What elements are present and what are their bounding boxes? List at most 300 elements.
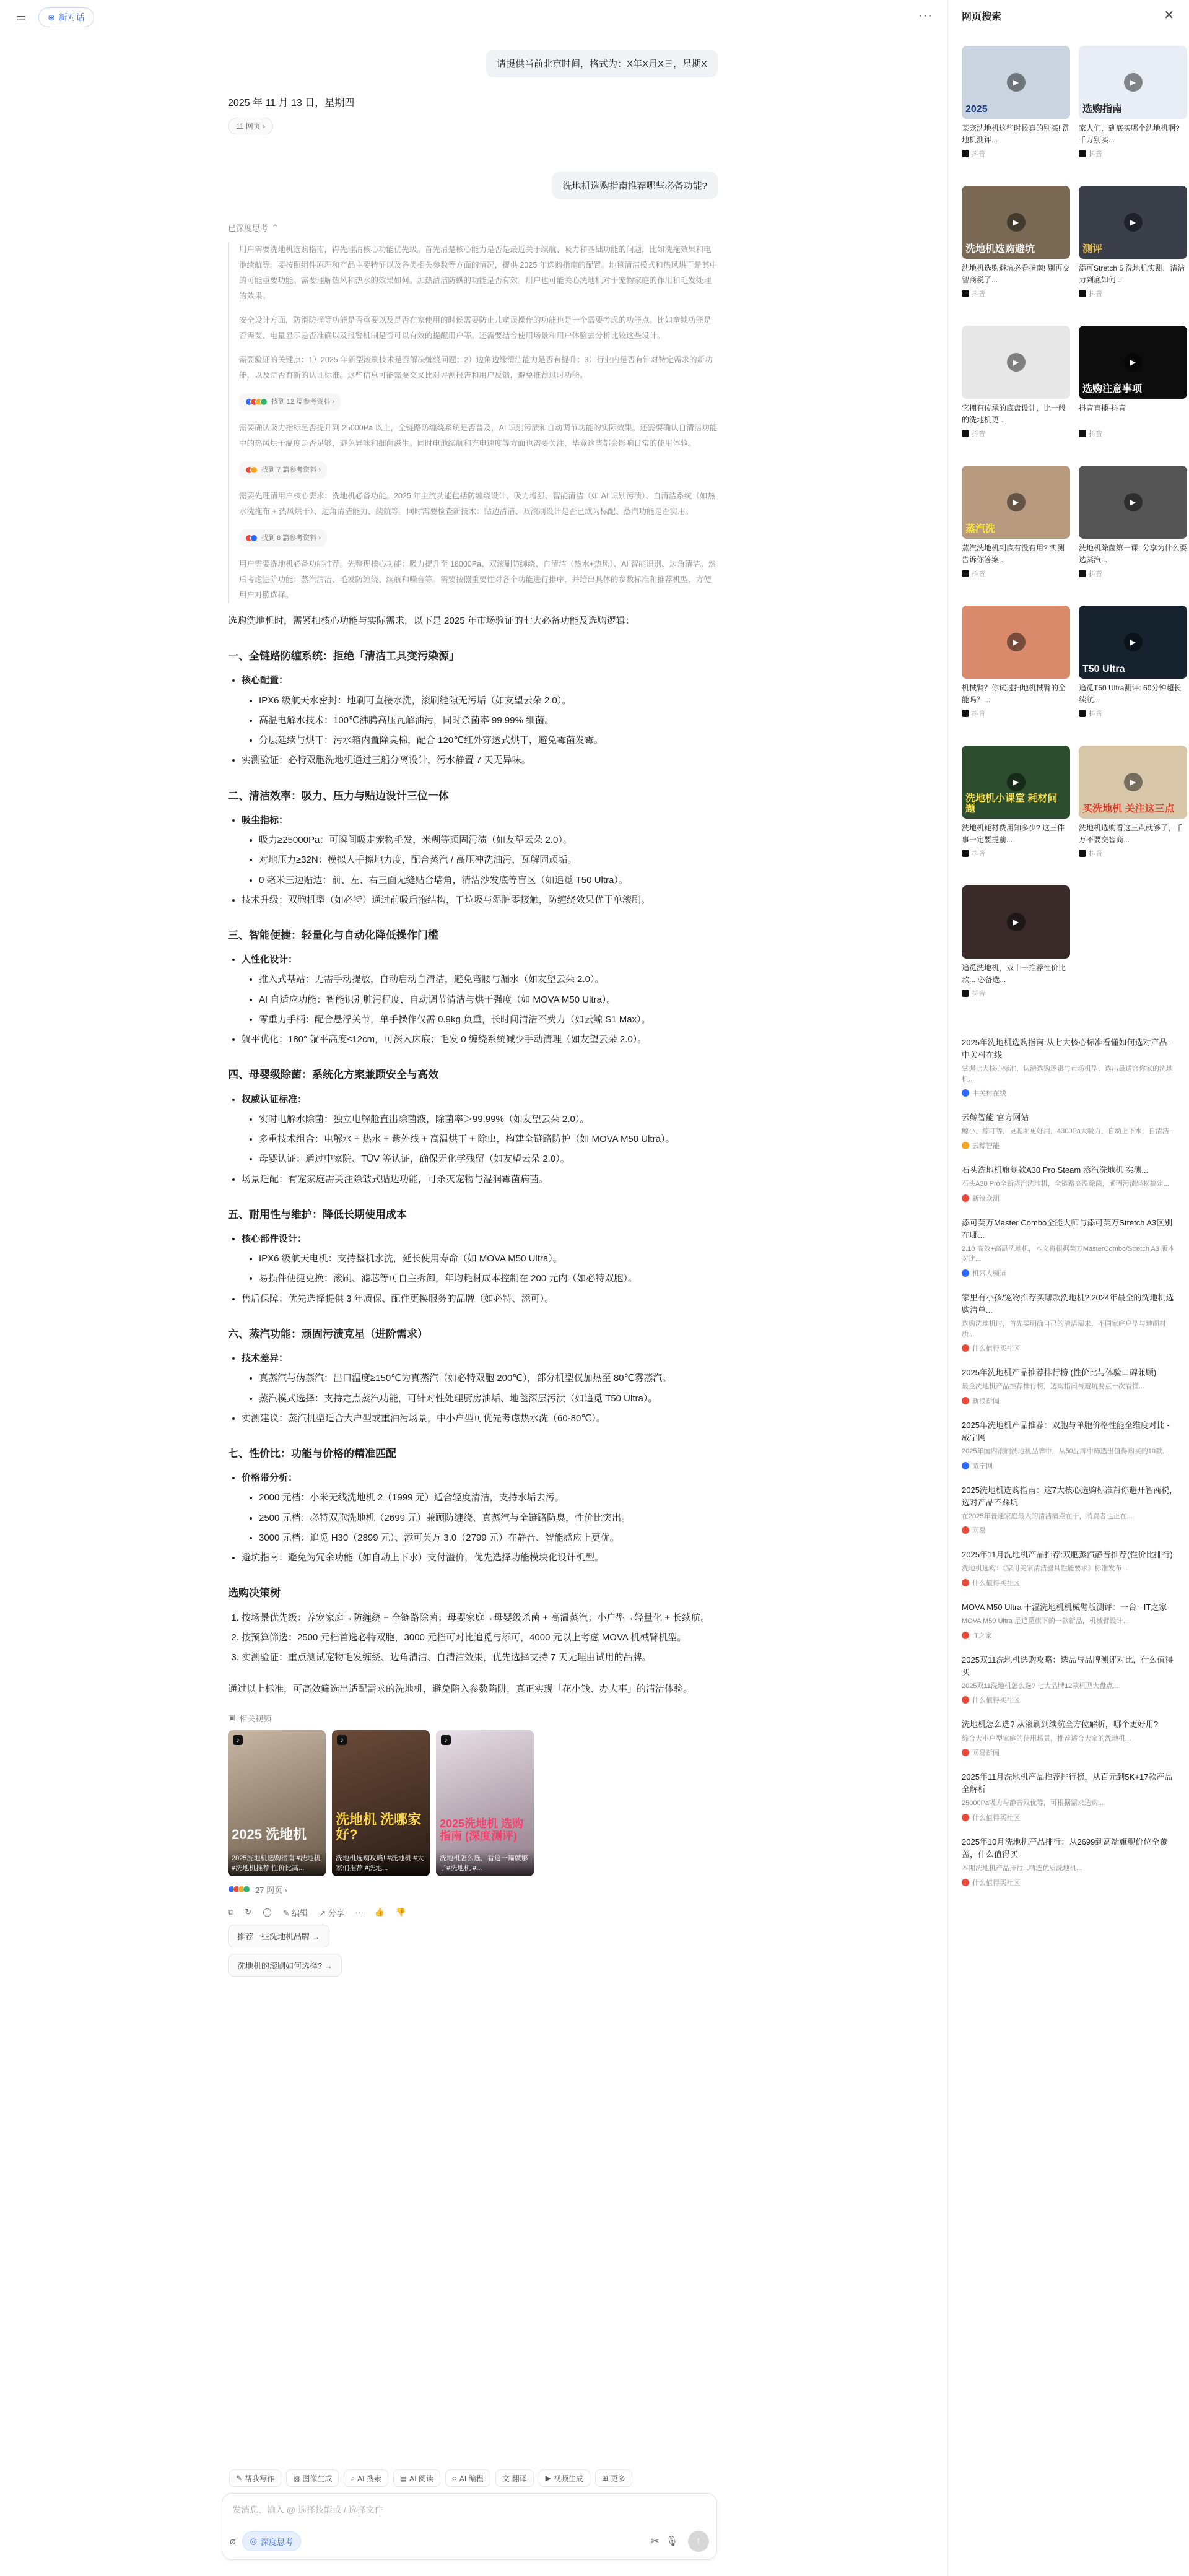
list-item: • 易损件便捷更换：滚刷、滤芯等可自主拆卸，年均耗材成本控制在 200 元内（如必特双胞）。 [259,1269,718,1287]
more-icon[interactable]: ··· [355,1907,364,1917]
list-item: 1. 按场景优先级：养宠家庭→防缠绕 + 全链路除菌；母婴家庭→母婴级杀菌 + 高温蒸汽；小户型→轻量化 + 长续航。 [242,1609,718,1627]
web-result-item[interactable] [962,1484,1178,1536]
tool-more[interactable]: ⊞ 更多 [595,2469,632,2487]
web-result-snippet: 2025年国内滚刷洗地机品牌中，从50品牌中筛选出值得购买的10款... [962,1448,1169,1456]
tool-reading[interactable]: ▤ AI 阅读 [393,2469,440,2487]
web-result-source: 网易 [962,1525,1178,1535]
play-icon: ▶ [1007,213,1026,232]
list-item: • 推入式基站：无需手动提放，自动启动自清洁，避免弯腰与漏水（如友望云朵 2.0）。 [259,970,718,988]
video-thumbnail [962,46,1070,119]
douyin-icon: ♪ [233,1735,243,1745]
user-message: 洗地机选购指南推荐哪些必备功能? [552,172,718,199]
video-thumbnail [1079,186,1187,259]
video-title-overlay: 2025 洗地机 [232,1827,307,1843]
web-result-item[interactable] [962,1164,1178,1203]
source-favicons [228,1886,250,1893]
favicon-icon [962,1142,969,1149]
web-result-item[interactable] [962,1718,1178,1757]
share-icon: ↗ [319,1908,328,1918]
web-result-title: 2025年11月洗地机产品推荐排行榜，从百元到5K+17款产品全解析 [962,1772,1173,1795]
list-item: • IPX6 级航天电机：支持整机水洗，延长使用寿命（如 MOVA M50 Ultra）。 [259,1250,718,1268]
user-message: 请提供当前北京时间，格式为：X年X月X日，星期X [486,50,718,77]
web-result-snippet: 综合大小户型家庭的使用场景，推荐适合大家的洗地机... [962,1734,1131,1743]
web-result-source: 威宁网 [962,1461,1178,1471]
section-heading: 二、清洁效率：吸力、压力与贴边设计三位一体 [228,790,449,802]
image-icon: ▨ [293,2474,300,2482]
new-chat-button[interactable] [38,7,94,27]
list-item: • IPX6 级航天水密封：地刷可直接水洗，滚刷缝隙无污垢（如友望云朵 2.0）。 [259,692,718,710]
douyin-icon [1079,710,1086,717]
card-title: 添可Stretch 5 洗地机实测，清洁力到底如何... [1079,264,1185,284]
web-result-source: 什么值得买社区 [962,1878,1178,1887]
related-videos [228,1730,718,1876]
card-title: 机械臂？你试过扫地机械臂的全能吗？... [962,684,1066,704]
section-list [228,811,718,909]
web-result-item[interactable] [962,1217,1178,1278]
web-result-source: 机器人频道 [962,1268,1178,1278]
favicon-icon [962,1879,969,1886]
web-result-source: 什么值得买社区 [962,1578,1178,1588]
video-thumbnail [962,466,1070,539]
thumbnail-text: 洗地机选购避坑 [965,244,1035,255]
play-icon: ▶ [1124,213,1143,232]
web-result-source: 什么值得买社区 [962,1695,1178,1705]
list-item: • 实时电解水除菌：独立电解舱直出除菌液，除菌率＞99.99%（如友望云朵 2.0）。 [259,1110,718,1128]
edit-button[interactable]: ✎ 编辑 [282,1908,308,1918]
thinking-paragraph: 用户需要洗地机选购指南，得先理清核心功能优先级。首先清楚核心能力是否是最近关于续航、吸力和基础功能的问题，比如洗拖效果和电池续航等。要按照组件原理和产品主要特征以及各类相关参数等方面的情况，提供 2025 年选购指南的配置。地毯清洁模式和热风烘干是其中的可能重要功能。需要理解热风和热水的效果如何。加热清洁防螨的功能是否有效。用户也可能关心洗地机对于宠物家庭的作用和毛发处理的效果。 [239,245,718,300]
section-list [228,1230,718,1308]
mic-icon[interactable]: 🎙 [665,2536,678,2547]
thinking-label: 已深度思考 [228,224,269,233]
message-composer[interactable] [222,2493,717,2560]
video-thumbnail [1079,466,1187,539]
web-result-item[interactable] [962,1771,1178,1822]
web-search-panel [948,0,1189,2576]
tool-image[interactable]: ▨ 图像生成 [286,2469,339,2487]
douyin-icon [1079,150,1086,157]
code-icon: ‹› [451,2474,457,2482]
assistant-answer-date: 2025 年 11 月 13 日，星期四 [228,98,355,108]
list-item: • 售后保障：优先选择提供 3 年质保、配件更换服务的品牌（如必特、添可）。 [242,1290,718,1308]
send-button[interactable]: ↑ [688,2531,709,2552]
list-item: • 真蒸汽与伪蒸汽：出口温度≥150℃为真蒸汽（如必特双胞 200℃），部分机型仅加热至 80℃雾蒸汽。 [259,1369,718,1387]
deep-thinking-toggle[interactable]: ◎ 深度思考 [242,2531,301,2551]
list-item: • AI 自适应功能：智能识别脏污程度，自动调节清洁与烘干强度（如 MOVA M50 Ultra）。 [259,991,718,1009]
web-result-source: 云鲸智能 [962,1141,1178,1151]
new-chat-label: 新对话 [58,12,85,22]
favicon-icon [962,1397,969,1404]
web-result-snippet: 25000Pa吸力与静音双优等，可根据需求选购... [962,1799,1104,1808]
card-title: 洗地机选购避坑必看指南! 别再交智商税了... [962,264,1070,284]
tool-video[interactable]: ▶ 视频生成 [539,2469,590,2487]
web-result-source: 新浪众测 [962,1193,1178,1203]
tool-writing[interactable]: ✎ 帮我写作 [229,2469,281,2487]
web-result-snippet: 石头A30 Pro全新蒸汽洗地机，全链路高温除菌，顽固污渍轻松搞定... [962,1180,1169,1188]
reference-count: 找到 7 篇参考资料 › [261,466,321,474]
list-item: • 躺平优化：180° 躺平高度≤12cm，可深入床底；毛发 0 缠绕系统减少手动清理（如友望云朵 2.0）。 [242,1030,718,1048]
play-icon: ▶ [1007,773,1026,791]
list-item: • 权威认证标准： • 实时电解水除菌：独立电解舱直出除菌液，除菌率＞99.99%（如友望云朵 2.0）。 • 多重技术组合：电解水 + 热水 + 紫外线 + 高温烘干 + 除虫，构建全链路防护（如 MOVA M50 Ultra）。 • 母婴认证：通过中家院、TÜV 等认证，确保无化学残留（如友望云朵 2.0）。 [242,1090,718,1168]
card-source: 抖音 [962,149,1070,159]
close-icon[interactable]: ✕ [1164,9,1174,22]
card-title: 洗地机耗材费用知多少? 这三件事一定要提前... [962,824,1065,844]
favicon-icon [962,1632,969,1639]
grid-icon: ⊞ [601,2474,608,2482]
list-item: • 技术差异： • 真蒸汽与伪蒸汽：出口温度≥150℃为真蒸汽（如必特双胞 200℃），部分机型仅加热至 80℃雾蒸汽。 • 蒸汽模式选择：支持定点蒸汽功能，可针对性处理厨房油垢、地毯深层污渍（如追觅 T50 Ultra）。 [242,1349,718,1408]
video-result-card[interactable] [1079,326,1187,459]
web-result-source: 中关村在线 [962,1088,1178,1098]
card-source: 抖音 [962,289,1070,298]
video-caption: 2025洗地机选购指南 #洗地机 #洗地机推荐 性价比高... [228,1849,326,1876]
thumbs-down-icon[interactable]: 👎 [396,1907,406,1917]
list-item: • 吸力≥25000Pa：可瞬间吸走宠物毛发，米糊等顽固污渍（如友望云朵 2.0）。 [259,831,718,849]
section-heading: 选购决策树 [228,1587,281,1599]
thinking-paragraph: 需要确认吸力指标是否提升到 25000Pa 以上，全链路防缠绕系统是否普及，AI 识别污渍和自动调节功能的实际效果。还需要确认自清洁功能中的热风烘干温度是否足够，避免异味和细菌滋生。同时电池续航和充电速度等方面也需要关注，毕竟这些都会影响日常的使用体验。 [239,424,718,448]
play-icon: ▶ [1007,493,1026,511]
thinking-paragraph: 安全设计方面，防滑防撞等功能是否重要以及是否在家使用的时候需要防止儿童误操作的功能也是一个需要考虑的功能点。比如童锁功能是否需要、电量显示是否准确以及报警机制是否可以有效的提醒用户等。还需要结合使用场景和用户体验去分析比较这些设计。 [239,316,712,340]
list-item: • 高温电解水技术：100℃沸腾高压瓦解油污，同时杀菌率 99.99% 细菌。 [259,711,718,729]
section-list [228,951,718,1048]
card-title: 家人们，到底买哪个洗地机啊? 千万别买... [1079,124,1180,144]
web-result-source: IT之家 [962,1630,1178,1640]
video-thumbnail [1079,326,1187,399]
web-result-title: MOVA M50 Ultra 干湿洗地机机械臂版测评：一台 - IT之家 [962,1602,1167,1612]
card-source: 抖音 [962,848,1070,858]
reference-pill[interactable] [239,461,327,479]
video-caption: 洗地机怎么选，看这一篇就够了#洗地机 #... [436,1849,534,1876]
play-icon: ▶ [1007,913,1026,931]
web-result-source: 什么值得买社区 [962,1812,1178,1822]
answer-outro: 通过以上标准，可高效筛选出适配需求的洗地机，避免陷入参数陷阱，真正实现「花小钱、办大事」的清洁体验。 [228,1684,693,1695]
list-item: • 技术升级：双胞机型（如必特）通过前吸后拖结构，干垃圾与湿脏零接触，防缠绕效果优于单滚刷。 [242,891,718,909]
video-title-overlay: 2025洗地机 选购指南 (深度测评) [440,1817,524,1842]
play-icon: ▶ [1124,773,1143,791]
share-button[interactable]: ↗ 分享 [319,1908,344,1918]
douyin-icon [962,710,969,717]
section-heading: 五、耐用性与维护：降低长期使用成本 [228,1208,407,1221]
douyin-icon [1079,430,1086,437]
douyin-icon: ♪ [441,1735,451,1745]
panel-title: 网页搜索 [962,12,1002,22]
web-result-snippet: 洗地机选购：《家用美家清洁器具性能要求》标准发布... [962,1565,1128,1573]
card-source: 抖音 [1079,429,1187,438]
list-item: • 零重力手柄：配合悬浮关节，单手操作仅需 0.9kg 负重，长时间清洁不费力（如云鲸 S1 Max）。 [259,1011,718,1029]
video-result-card[interactable] [1079,606,1187,739]
section-heading: 三、智能便捷：轻量化与自动化降低操作门槛 [228,929,438,942]
favicon-icon [962,1814,969,1821]
play-icon: ▶ [1124,493,1143,511]
web-result-source: 网易新闻 [962,1747,1178,1757]
list-item: • 核心部件设计： • IPX6 级航天电机：支持整机水洗，延长使用寿命（如 MOVA M50 Ultra）。 • 易损件便捷更换：滚刷、滤芯等可自主拆卸，年均耗材成本控制在 200 元内（如必特双胞）。 [242,1230,718,1288]
list-item: • 核心配置： • IPX6 级航天水密封：地刷可直接水洗，滚刷缝隙无污垢（如友望云朵 2.0）。 • 高温电解水技术：100℃沸腾高压瓦解油污，同时杀菌率 99.99% 细菌。 • 分层延续与烘干：污水箱内置除臭棉，配合 120℃红外穿透式烘干，避免霉菌发霉。 [242,671,718,749]
list-item: • 避坑指南：避免为冗余功能（如自动上下水）支付溢价，优先选择功能模块化设计机型。 [242,1549,718,1567]
douyin-icon [962,850,969,857]
favicon-icon [962,1579,969,1586]
section-heading: 七、性价比：功能与价格的精准匹配 [228,1448,396,1460]
section-list [228,1090,718,1188]
suggestion-chip[interactable]: 推荐一些洗地机品牌 → [228,1925,329,1947]
web-result-title: 2025洗地机选购指南：这7大核心选购标准帮你避开智商税，选对产品不踩坑 [962,1485,1178,1507]
video-card[interactable] [332,1730,430,1876]
video-result-card[interactable] [962,186,1070,320]
web-result-title: 2025双11洗地机选购攻略：选品与品牌测评对比，什么值得买 [962,1655,1174,1677]
douyin-icon [962,430,969,437]
web-result-title: 云鲸智能-官方网站 [962,1113,1029,1123]
card-title: 它拥有传承的底盘设计，比一般的洗地机更... [962,404,1066,424]
video-thumbnail [962,886,1070,959]
list-item: 3. 实测验证：重点测试宠物毛发缠绕、边角清洁、自清洁效果，优先选择支持 7 天无理由试用的品牌。 [242,1648,718,1666]
card-source: 抖音 [1079,568,1187,578]
list-item: • 多重技术组合：电解水 + 热水 + 紫外线 + 高温烘干 + 除虫，构建全链路防护（如 MOVA M50 Ultra）。 [259,1130,718,1148]
list-item: • 2500 元档：必特双胞洗地机（2699 元）兼顾防缠绕、真蒸汽与全链路防臭，性价比突出。 [259,1509,718,1527]
web-result-title: 2025年洗地机选购指南:从七大核心标准看懂如何选对产品 - 中关村在线 [962,1038,1172,1060]
web-result-title: 洗地机怎么选? 从滚刷到续航全方位解析，哪个更好用? [962,1720,1159,1730]
list-item: • 对地压力≥32N：模拟人手擦地力度，配合蒸汽 / 高压冲洗油污，瓦解固顽垢。 [259,851,718,869]
favicon-icon [962,1194,969,1202]
card-title: 追觅洗地机，双十一推荐性价比款... 必备选... [962,964,1066,984]
related-videos-label: ▣ 相关视频 [228,1713,272,1723]
thumbnail-text: 洗地机小课堂 耗材问题 [965,793,1058,815]
web-result-title: 2025年10月洗地机产品排行：从2699到高端旗舰价位全覆盖，什么值得买 [962,1837,1168,1859]
video-result-card[interactable] [962,886,1070,1019]
thinking-paragraph: 需要先理清用户核心需求：洗地机必备功能。2025 年主流功能包括防缠绕设计、吸力增强、智能清洁（如 AI 识别污渍）、自清洁系统（如热水洗拖布 + 热风烘干）、边角清洁能力、续航等。同时需要检查新技术：贴边清洁、双滚刷设计是否已成为标配、蒸汽功能是否实用。 [239,492,715,516]
favicon-icon [962,1344,969,1352]
thinking-toggle[interactable] [228,222,718,233]
web-result-source: 新浪新闻 [962,1396,1178,1406]
web-result-title: 2025年洗地机产品推荐：双胞与单胞价格性能全维度对比 - 威宁网 [962,1420,1170,1442]
chevron-up-icon: ⌃ [272,222,279,232]
video-caption: 洗地机选购攻略! #洗地机 #大家们推荐 #洗地... [332,1849,430,1876]
web-result-item[interactable] [962,1419,1178,1471]
card-source: 抖音 [962,708,1070,718]
refresh-icon[interactable]: ↻ [245,1907,252,1917]
section-heading: 四、母婴级除菌：系统化方案兼顾安全与高效 [228,1069,438,1081]
card-title: 蒸汽洗地机到底有没有用? 实测告诉你答案... [962,544,1065,564]
favicon-icon [962,1269,969,1277]
list-item: • 场景适配：有宠家庭需关注除皱式贴边功能，可杀灭宠物与湿润霉菌病菌。 [242,1170,718,1188]
list-item: • 实测验证：必特双胞洗地机通过三船分离设计，污水静置 7 天无异味。 [242,751,718,769]
douyin-icon [1079,570,1086,577]
web-result-snippet: 选购洗地机时，首先要明确自己的清洁需求，不同家庭户型与地面材质... [962,1320,1166,1338]
web-result-title: 添可芙万Master Combo全能大师与添可芙万Stretch A3区别在哪... [962,1217,1173,1240]
douyin-icon [962,990,969,997]
video-card[interactable] [436,1730,534,1876]
douyin-icon [1079,850,1086,857]
top-bar [0,0,947,35]
reference-count: 找到 8 篇参考资料 › [261,534,321,542]
video-result-card[interactable] [962,606,1070,739]
source-favicons [245,398,268,406]
web-result-title: 2025年洗地机产品推荐排行榜 (性价比与体验口碑兼顾) [962,1368,1157,1378]
web-result-snippet: MOVA M50 Ultra 是追觅旗下的一款新品，机械臂设计... [962,1617,1129,1625]
video-thumbnail [1079,46,1187,119]
card-source: 抖音 [1079,289,1187,298]
video-thumbnail [962,606,1070,679]
thumbnail-text: T50 Ultra [1082,664,1125,675]
video-result-card[interactable] [962,466,1070,599]
thumbnail-text: 买洗地机 关注这三点 [1082,804,1175,815]
list-item: • 分层延续与烘干：污水箱内置除臭棉，配合 120℃红外穿透式烘干，避免霉菌发霉。 [259,731,718,749]
section-list [228,1349,718,1427]
douyin-icon [962,570,969,577]
video-thumbnail [1079,606,1187,679]
brain-icon: ◎ [250,2536,257,2546]
more-options-icon[interactable]: ··· [918,9,933,22]
section-list [228,1469,718,1567]
web-result-snippet: 2.10 高效+高温洗地机，本文将根据芙万MasterCombo/Stretch A3 版本对比... [962,1245,1175,1263]
video-card[interactable] [228,1730,326,1876]
section-heading: 六、蒸汽功能：顽固污渍克星（进阶需求） [228,1328,428,1340]
web-result-item[interactable] [962,1037,1178,1098]
web-result-item[interactable] [962,1836,1178,1887]
favicon-icon [962,1749,969,1756]
douyin-icon [1079,290,1086,297]
thumbnail-text: 选购注意事项 [1082,384,1143,395]
favicon-icon [962,1089,969,1097]
video-icon: ▣ [228,1713,236,1723]
video-thumbnail [962,746,1070,819]
tool-coding[interactable]: ‹› AI 编程 [445,2469,490,2487]
web-result-item[interactable] [962,1549,1178,1588]
web-result-source: 什么值得买社区 [962,1343,1178,1353]
list-item: • 人性化设计： • 推入式基站：无需手动提放，自动启动自清洁，避免弯腰与漏水（如友望云朵 2.0）。 • AI 自适应功能：智能识别脏污程度，自动调节清洁与烘干强度（如 MOVA M50 Ultra）。 • 零重力手柄：配合悬浮关节，单手操作仅需 0.9kg 负重，长时间清洁不费力（如云鲸 S1 Max）。 [242,951,718,1029]
play-icon: ▶ [1007,633,1026,651]
play-icon: ▶ [1007,353,1026,372]
web-result-item[interactable] [962,1112,1178,1151]
thumbnail-text: 蒸汽洗 [965,524,996,535]
message-actions [228,1907,718,1918]
web-result-title: 家里有小孩/宠物推荐买哪款洗地机? 2024年最全的洗地机选购清单... [962,1292,1174,1315]
favicon-icon [962,1696,969,1704]
pen-icon: ✎ [236,2474,243,2482]
web-result-snippet: 本期洗地机产品排行...精选优质洗地机... [962,1865,1082,1873]
web-result-title: 石头洗地机旗舰款A30 Pro Steam 蒸汽洗地机 实测... [962,1165,1149,1175]
card-source: 抖音 [962,429,1070,438]
play-icon: ▶ [1124,73,1143,92]
douyin-icon [962,290,969,297]
card-title: 洗地机选购看这三点就够了，千万不要交智商... [1079,824,1183,844]
list-item: • 实测建议：蒸汽机型适合大户型或重油污场景，中小户型可优先考虑热水洗（60-80℃）。 [242,1409,718,1427]
card-source: 抖音 [1079,149,1187,159]
play-icon: ▶ [1007,73,1026,92]
web-result-snippet: 2025双11洗地机怎么选? 七大品牌12款机型大盘点... [962,1682,1119,1690]
thumbnail-text: 选购指南 [1082,104,1123,115]
video-title-overlay: 洗地机 洗哪家好? [336,1812,422,1843]
video-result-card[interactable] [962,46,1070,180]
web-results-list [962,1037,1178,1901]
composer-tools [229,2469,632,2487]
list-item: • 母婴认证：通过中家院、TÜV 等认证，确保无化学残留（如友望云朵 2.0）。 [259,1150,718,1168]
video-result-card[interactable] [1079,46,1187,180]
thumbs-up-icon[interactable]: 👍 [374,1907,385,1917]
web-result-item[interactable] [962,1292,1178,1353]
thinking-paragraph: 需要验证的关键点：1）2025 年新型滚刷技术是否解决缠绕问题；2）边角边缘清洁能力是否有提升；3）行业内是否有针对特定需求的新功能，以及是否有新的认证标准。这些信息可能需要交叉比对评测报告和用户反馈，避免推荐过时功能。 [239,355,713,380]
web-result-snippet: 掌握七大核心标准，认清选购逻辑与市场机型，选出最适合你家的洗地机... [962,1065,1173,1083]
pencil-icon: ✎ [282,1908,292,1918]
video-result-card[interactable] [1079,466,1187,599]
reference-pill[interactable] [239,529,327,547]
card-source: 抖音 [1079,848,1187,858]
card-title: 抖音直播-抖音 [1079,404,1126,412]
favicon-icon [962,1526,969,1534]
web-result-snippet: 在2025年普通家庭最大的清洁痛点在于，消费者也正在... [962,1512,1133,1520]
thumbnail-text: 2025 [965,104,988,115]
list-item: 2. 按预算筛选：2500 元档首选必特双胞，3000 元档可对比追觅与添可，4000 元以上考虑 MOVA 机械臂机型。 [242,1629,718,1647]
source-favicons [245,466,258,474]
suggestion-chip[interactable]: 洗地机的滚刷如何选择? → [228,1954,342,1977]
web-result-snippet: 鲸小、鲸叮等，更聪明更好用，4300Pa大吸力，自动上下水，自清洁... [962,1128,1175,1136]
video-result-card[interactable] [1079,746,1187,879]
card-source: 抖音 [1079,708,1187,718]
web-result-title: 2025年11月洗地机产品推荐:双胞蒸汽静音推荐(性价比排行) [962,1550,1173,1560]
search-icon: ⌕ [351,2473,355,2482]
web-sources-count[interactable]: 27 网页 › [228,1884,718,1895]
douyin-icon [962,150,969,157]
card-source: 抖音 [962,988,1070,998]
list-item: • 0 毫米三边贴边：前、左、右三面无缝贴合墙角，清洁沙发底等盲区（如追觅 T50 Ultra）。 [259,871,718,889]
douyin-icon: ♪ [337,1735,347,1745]
composer-controls [230,2531,709,2552]
web-result-item[interactable] [962,1654,1178,1705]
sources-pill[interactable]: 11 网页 › [228,118,273,134]
video-icon: ▶ [545,2474,551,2482]
video-thumbnail [962,326,1070,399]
source-favicons [245,534,258,542]
translate-icon: 文 [502,2474,510,2483]
video-result-card[interactable] [962,746,1070,879]
video-result-card[interactable] [1079,186,1187,320]
comment-icon[interactable]: ◯ [263,1907,272,1917]
card-title: 某宠洗地机这些时候真的别买! 洗地机测评... [962,124,1070,144]
card-source: 抖音 [962,568,1070,578]
list-item: • 价格带分析： • 2000 元档：小米无线洗地机 2（1999 元）适合轻度清洁，支持水垢去污。 • 2500 元档：必特双胞洗地机（2699 元）兼顾防缠绕、真蒸汽与全链路防臭，性价比突出。 • 3000 元档：追觅 H30（2899 元）、添可芙万 3.0（2799 元）在静音、智能感应上更优。 [242,1469,718,1547]
favicon-icon [962,1462,969,1469]
list-item: • 蒸汽模式选择：支持定点蒸汽功能，可针对性处理厨房油垢、地毯深层污渍（如追觅 T50 Ultra）。 [259,1390,718,1408]
card-title: 洗地机除菌第一课: 分享为什么要选蒸汽... [1079,544,1187,564]
web-result-item[interactable] [962,1367,1178,1406]
sidebar-toggle-icon[interactable]: ▭ [15,11,27,24]
reference-pill[interactable] [239,393,341,411]
web-result-item[interactable] [962,1601,1178,1640]
video-thumbnail [962,186,1070,259]
list-item: • 3000 元档：追觅 H30（2899 元）、添可芙万 3.0（2799 元）在静音、智能感应上更优。 [259,1529,718,1547]
tool-search[interactable]: ⌕ AI 搜索 [344,2469,388,2487]
plus-icon: ⊕ [48,12,55,22]
reference-count: 找到 12 篇参考资料 › [271,398,335,406]
decision-list [228,1609,718,1667]
tool-translate[interactable]: 文 翻译 [495,2469,534,2487]
section-list [228,671,718,769]
web-result-snippet: 最全洗地机产品推荐排行榜，选购指南与避坑要点一次看懂... [962,1383,1145,1391]
scissors-icon[interactable]: ✂ [651,2536,660,2547]
list-item: • 2000 元档：小米无线洗地机 2（1999 元）适合轻度清洁，支持水垢去污。 [259,1489,718,1507]
thinking-paragraph: 用户需要洗地机必备功能推荐。先整理核心功能：吸力提升至 18000Pa、双滚刷防缠绕、自清洁（热水+热风）、AI 智能识别、边角清洁。然后考虑进阶功能：蒸汽清洁、毛发防缠绕、续航和噪音等。需要按照重要性对各个功能进行排序，并给出具体的参数标准和推荐机型，方便用户对照选择。 [239,560,716,599]
card-title: 追觅T50 Ultra测评: 60分钟超长续航... [1079,684,1182,704]
thumbnail-text: 测评 [1082,244,1103,255]
copy-icon[interactable]: ⧉ [228,1907,234,1917]
attach-icon[interactable]: ⌀ [230,2536,236,2547]
composer-input[interactable]: 发消息、输入 @ 选择技能或 / 选择文件 [232,2505,383,2515]
book-icon: ▤ [399,2474,407,2482]
assistant-answer [228,612,718,1699]
play-icon: ▶ [1124,353,1143,372]
answer-intro: 选购洗地机时，需紧扣核心功能与实际需求，以下是 2025 年市场验证的七大必备功能及选购逻辑： [228,616,635,626]
video-result-card[interactable] [962,326,1070,459]
video-results-grid [962,46,1187,1019]
play-icon: ▶ [1124,633,1143,651]
list-item: • 吸尘指标： • 吸力≥25000Pa：可瞬间吸走宠物毛发，米糊等顽固污渍（如友望云朵 2.0）。 • 对地压力≥32N：模拟人手擦地力度，配合蒸汽 / 高压冲洗油污，瓦解固顽垢。 • 0 毫米三边贴边：前、左、右三面无缝贴合墙角，清洁沙发底等盲区（如追觅 T50 Ultra）。 [242,811,718,889]
thinking-block [228,242,718,603]
